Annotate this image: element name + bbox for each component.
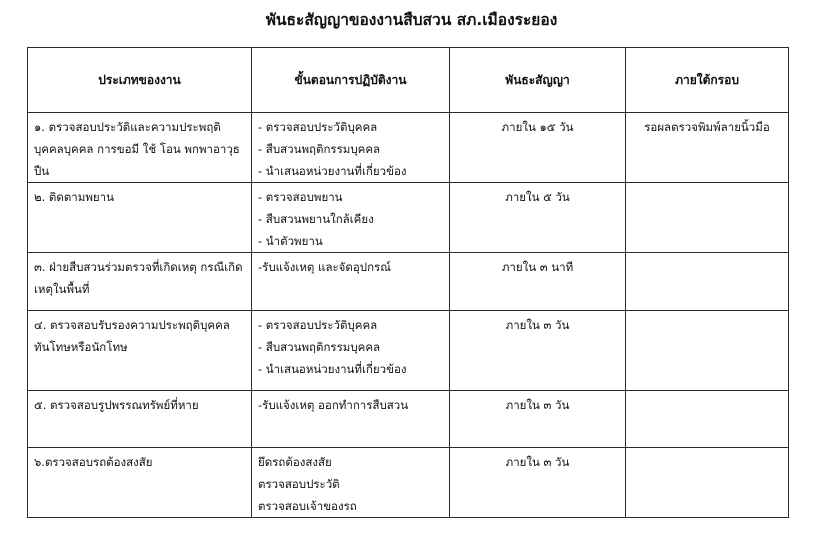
- job-type-cell: [28, 391, 252, 448]
- table-header-row: [28, 48, 789, 113]
- job-type-text: ๕. ตรวจสอบรูปพรรณทรัพย์ที่หาย: [34, 398, 199, 412]
- job-type-text: ๖.ตรวจสอบรถต้องสงสัย: [34, 455, 153, 469]
- framework-text: [626, 253, 788, 256]
- document-title: พันธะสัญญาของงานสืบสวน สภ.เมืองระยอง: [265, 11, 558, 29]
- procedure-step: ตรวจสอบเจ้าของรถ: [258, 499, 357, 513]
- procedure-step: ตรวจสอบประวัติ: [258, 477, 340, 491]
- framework-cell: [626, 448, 789, 518]
- commitment-cell: [450, 448, 626, 518]
- table-row: [28, 448, 789, 518]
- procedure-cell: [252, 311, 450, 391]
- table-row: [28, 113, 789, 183]
- job-type-text: ๔. ตรวจสอบรับรองความประพฤติบุคคล ทันโทษหรือนักโทษ: [34, 318, 230, 354]
- job-type-cell: [28, 183, 252, 253]
- procedure-step: - ตรวจสอบพยาน: [258, 190, 343, 204]
- framework-cell: [626, 113, 789, 183]
- framework-text: [626, 448, 788, 451]
- procedure-steps: [252, 113, 449, 182]
- procedure-step: - สืบสวนพฤติกรรมบุคคล: [258, 340, 381, 354]
- commitment-table: [27, 47, 789, 518]
- procedure-step: ยึดรถต้องสงสัย: [258, 455, 332, 469]
- job-type-text: ๒. ติดตามพยาน: [34, 190, 114, 204]
- framework-text: [626, 391, 788, 394]
- procedure-step: -รับแจ้งเหตุ ออกทำการสืบสวน: [258, 398, 409, 412]
- procedure-step: - สืบสวนพฤติกรรมบุคคล: [258, 142, 381, 156]
- commitment-cell: [450, 183, 626, 253]
- commitment-text: ภายใน ๕ วัน: [505, 190, 570, 204]
- framework-cell: [626, 253, 789, 311]
- commitment-text: ภายใน ๑๕ วัน: [501, 120, 574, 134]
- procedure-step: - นำเสนอหน่วยงานที่เกี่ยวข้อง: [258, 164, 407, 178]
- commitment-text: ภายใน ๓ วัน: [505, 398, 570, 412]
- procedure-cell: [252, 183, 450, 253]
- framework-cell: [626, 183, 789, 253]
- job-type-cell: [28, 253, 252, 311]
- procedure-cell: [252, 113, 450, 183]
- header-job-type: ประเภทของงาน: [28, 48, 252, 113]
- procedure-step: - สืบสวนพยานใกล้เคียง: [258, 212, 374, 226]
- job-type-cell: [28, 113, 252, 183]
- job-type-cell: [28, 311, 252, 391]
- table-row: [28, 253, 789, 311]
- procedure-steps: [252, 183, 449, 252]
- framework-cell: [626, 311, 789, 391]
- procedure-steps: [252, 448, 449, 517]
- table-row: [28, 391, 789, 448]
- procedure-step: - นำเสนอหน่วยงานที่เกี่ยวข้อง: [258, 362, 407, 376]
- framework-cell: [626, 391, 789, 448]
- table-row: [28, 183, 789, 253]
- procedure-step: -รับแจ้งเหตุ และจัดอุปกรณ์: [258, 260, 391, 274]
- commitment-cell: [450, 253, 626, 311]
- job-type-cell: [28, 448, 252, 518]
- framework-text: [626, 183, 788, 186]
- commitment-text: ภายใน ๓ วัน: [505, 318, 570, 332]
- job-type-text: ๑. ตรวจสอบประวัติและความประพฤติ บุคคลบุคคล การขอมี ใช้ โอน พกพาอาวุธปืน: [34, 120, 240, 178]
- commitment-cell: [450, 311, 626, 391]
- procedure-steps: [252, 311, 449, 380]
- header-procedure: ขั้นตอนการปฏิบัติงาน: [252, 48, 450, 113]
- procedure-cell: [252, 253, 450, 311]
- job-type-text: ๓. ฝ่ายสืบสวนร่วมตรวจที่เกิดเหตุ กรณีเกิดเหตุในพื้นที่: [34, 260, 243, 296]
- commitment-cell: [450, 391, 626, 448]
- commitment-text: ภายใน ๓ นาที: [501, 260, 574, 274]
- procedure-step: - นำตัวพยาน: [258, 234, 323, 248]
- table-row: [28, 311, 789, 391]
- procedure-step: - ตรวจสอบประวัติบุคคล: [258, 318, 378, 332]
- framework-text: [626, 311, 788, 314]
- procedure-steps: [252, 253, 449, 278]
- commitment-cell: [450, 113, 626, 183]
- procedure-steps: [252, 391, 449, 416]
- procedure-step: - ตรวจสอบประวัติบุคคล: [258, 120, 378, 134]
- header-framework: ภายใต้กรอบ: [626, 48, 789, 113]
- header-commitment: พันธะสัญญา: [450, 48, 626, 113]
- framework-text: รอผลตรวจพิมพ์ลายนิ้วมือ: [644, 120, 770, 134]
- procedure-cell: [252, 391, 450, 448]
- procedure-cell: [252, 448, 450, 518]
- commitment-text: ภายใน ๓ วัน: [505, 455, 570, 469]
